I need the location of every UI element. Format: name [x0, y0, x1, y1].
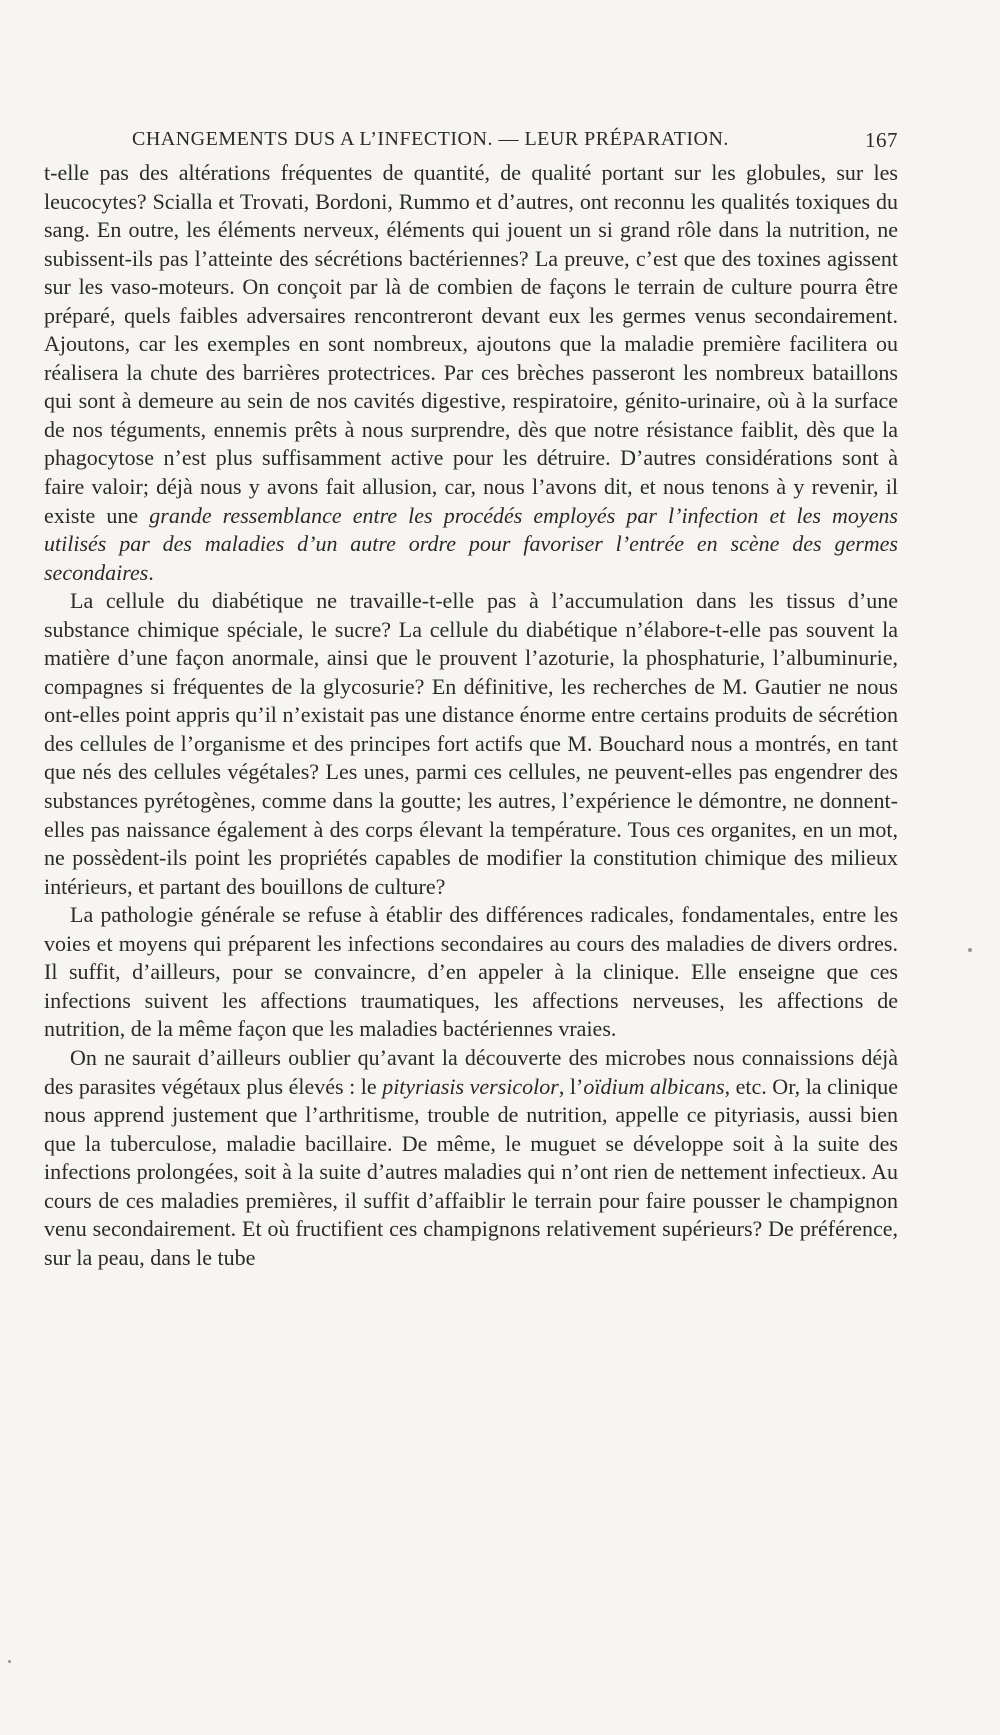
- paragraph-2-text: La cellule du diabétique ne travaille-t-elle pas à l’accumulation dans les tissus d’une substance chimique spéciale, le sucre? La cellule du diabétique n’élabore-t-elle pas souvent la matière d’une façon anormale, ainsi que le prouvent l’azoturie, la phosphaturie, l’albuminurie, compagnes si fréquentes de la glycosurie? En définitive, les recherches de M. Gautier ne nous ont-elles point appris qu’il n’existait pas une distance énorme entre certains produits de sécrétion des cellules de l’organisme et des principes fort actifs que M. Bouchard nous a montrés, en tant que nés des cellules végétales? Les unes, parmi ces cellules, ne peuvent-elles pas engendrer des substances pyrétogènes, comme dans la goutte; les autres, l’expérience le démontre, ne donnent-elles pas naissance également à des corps élevant la température. Tous ces organites, en un mot, ne possèdent-ils point les propriétés capables de modifier la constitution chimique des milieux intérieurs, et partant des bouillons de culture?: [44, 588, 898, 899]
- body-text: [44, 159, 898, 1272]
- paragraph-4-italic-pityriasis: pityriasis versicolor: [382, 1073, 559, 1099]
- running-head: [44, 128, 898, 158]
- paragraph-4-connector: , l’: [558, 1073, 584, 1099]
- paragraph-4-text: On ne saurait d’ailleurs oublier qu’avant la découverte des microbes nous connaissions déjà des parasites végétaux plus élevés : le: [44, 1044, 898, 1099]
- paragraph-1-text: t-elle pas des altérations fréquentes de quantité, de qualité portant sur les globules, sur les leucocytes? Scialla et Trovati, Bordoni, Rummo et d’autres, ont reconnu les qualités toxiques du sang. En outre, les éléments nerveux, éléments qui jouent un si grand rôle dans la nutrition, ne subissent-ils pas l’atteinte des sécrétions bactériennes? La preuve, c’est que des toxines agissent sur les vaso-moteurs. On conçoit par là de combien de façons le terrain de culture pourra être préparé, quels faibles adversaires rencontreront devant eux les germes venus secondairement. Ajoutons, car les exemples en sont nombreux, ajoutons que la maladie première facilitera ou réalisera la chute des barrières protectrices. Par ces brèches passeront les nombreux bataillons qui sont à demeure au sein de nos cavités digestive, respiratoire, génito-urinaire, où à la surface de nos téguments, ennemis prêts à nous surprendre, dès que notre résistance faiblit, dès que la phagocytose n’est plus suffisamment active pour les détruire. D’autres considérations sont à faire valoir; déjà nous y avons fait allusion, car, nous l’avons dit, et nous tenons à y revenir, il existe une: [44, 160, 898, 528]
- paragraph-3-text: La pathologie générale se refuse à établir des différences radicales, fondamentales, entre les voies et moyens qui préparent les infections secondaires au cours des maladies de divers ordres. Il suffit, d’ailleurs, pour se convaincre, d’en appeler à la clinique. Elle enseigne que ces infections suivent les affections traumatiques, les affections nerveuses, les affections de nutrition, de la même façon que les maladies bactériennes vraies.: [44, 902, 898, 1042]
- running-title: CHANGEMENTS DUS A L’INFECTION. — LEUR PRÉPARATION.: [132, 128, 729, 150]
- paragraph-2: [44, 587, 898, 901]
- paper-speck: [8, 1660, 11, 1663]
- paragraph-1-italic: grande ressemblance entre les procédés employés par l’infection et les moyens utilisés par des maladies d’un autre ordre pour favoriser l’entrée en scène des germes secondaires: [44, 502, 898, 585]
- paragraph-4-italic-oidium: oïdium albicans: [583, 1073, 725, 1099]
- paragraph-1: [44, 159, 898, 587]
- paragraph-1-end: .: [148, 559, 154, 585]
- paragraph-4: [44, 1044, 898, 1272]
- paragraph-3: [44, 901, 898, 1044]
- paper-speck: [968, 948, 972, 952]
- paragraph-4-rest: , etc. Or, la clinique nous apprend justement que l’arthritisme, trouble de nutrition, appelle ce pityriasis, aussi bien que la tuberculose, maladie bacillaire. De même, le muguet se développe soit à la suite des infections prolongées, soit à la suite d’autres maladies qui n’ont rien de nettement infectieux. Au cours de ces maladies premières, il suffit d’affaiblir le terrain pour faire pousser le champignon venu secondairement. Et où fructifient ces champignons relativement supérieurs? De préférence, sur la peau, dans le tube: [44, 1073, 898, 1270]
- page-number: 167: [865, 128, 898, 152]
